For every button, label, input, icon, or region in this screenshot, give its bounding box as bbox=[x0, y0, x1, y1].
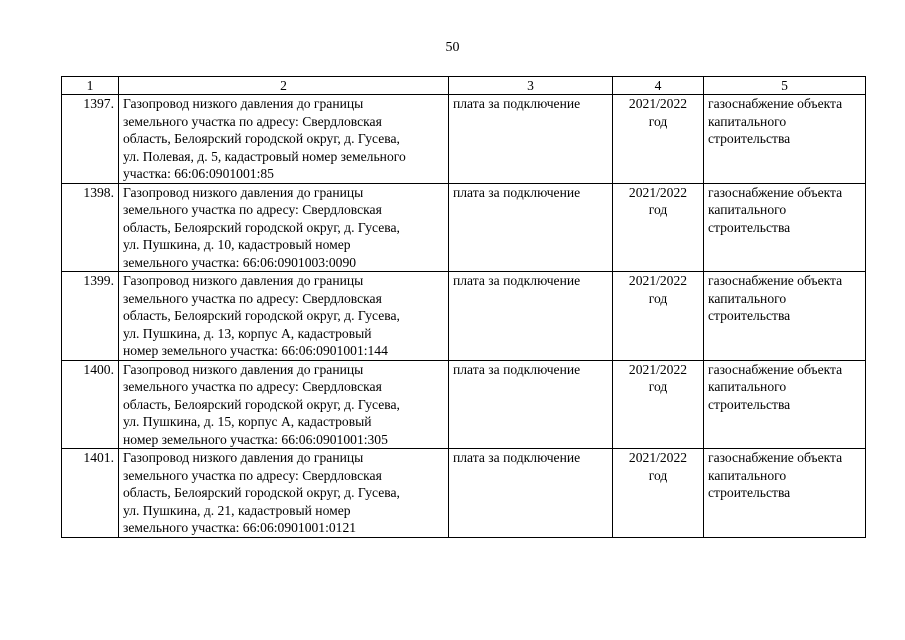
row-number-cell: 1397. bbox=[62, 95, 119, 184]
object-description-line: земельного участка: 66:06:0901003:0090 bbox=[123, 254, 357, 270]
purpose-cell bbox=[704, 272, 866, 361]
period-cell bbox=[613, 183, 704, 272]
table-row bbox=[62, 449, 866, 538]
column-header-3: 3 bbox=[449, 77, 613, 95]
object-description-line: земельного участка по адресу: Свердловская bbox=[123, 467, 382, 483]
funding-source-cell: плата за подключение bbox=[449, 95, 613, 184]
object-description-cell bbox=[119, 360, 449, 449]
purpose-line: капитального bbox=[708, 290, 787, 306]
period-line: год bbox=[648, 379, 668, 394]
row-number-cell: 1400. bbox=[62, 360, 119, 449]
object-description-line: Газопровод низкого давления до границы bbox=[123, 184, 364, 200]
purpose-line: капитального bbox=[708, 202, 787, 217]
column-header-4: 4 bbox=[613, 77, 704, 95]
table-row bbox=[62, 95, 866, 184]
object-description-line: область, Белоярский городской округ, д. Гусева, bbox=[123, 131, 400, 146]
object-description-line: Газопровод низкого давления до границы bbox=[123, 96, 364, 111]
purpose-line: капитального bbox=[708, 379, 787, 394]
table-row bbox=[62, 360, 866, 449]
object-description-line: номер земельного участка: 66:06:0901001:305 bbox=[123, 431, 388, 447]
page-number: 50 bbox=[445, 40, 460, 55]
purpose-line: строительства bbox=[708, 396, 791, 412]
object-description-line: область, Белоярский городской округ, д. Гусева, bbox=[123, 308, 400, 323]
funding-source-cell: плата за подключение bbox=[449, 183, 613, 272]
funding-source-cell: плата за подключение bbox=[449, 449, 613, 538]
object-description-line: земельного участка: 66:06:0901001:0121 bbox=[123, 520, 357, 535]
object-description-line: ул. Пушкина, д. 10, кадастровый номер bbox=[123, 237, 351, 252]
column-header-1: 1 bbox=[62, 77, 119, 95]
registry-table bbox=[61, 76, 866, 538]
purpose-line: газоснабжение объекта bbox=[708, 361, 843, 377]
table-row bbox=[62, 272, 866, 361]
object-description-line: область, Белоярский городской округ, д. Гусева, bbox=[123, 396, 400, 412]
object-description-line: земельного участка по адресу: Свердловская bbox=[123, 202, 382, 217]
period-line: 2021/2022 bbox=[628, 273, 688, 288]
period-cell bbox=[613, 95, 704, 184]
object-description-line: Газопровод низкого давления до границы bbox=[123, 450, 364, 465]
row-number-cell: 1398. bbox=[62, 183, 119, 272]
purpose-line: капитального bbox=[708, 467, 787, 483]
period-cell bbox=[613, 272, 704, 361]
purpose-line: строительства bbox=[708, 131, 791, 146]
table-row bbox=[62, 183, 866, 272]
object-description-line: ул. Пушкина, д. 21, кадастровый номер bbox=[123, 502, 351, 518]
object-description-cell bbox=[119, 449, 449, 538]
object-description-line: Газопровод низкого давления до границы bbox=[123, 361, 364, 377]
period-cell bbox=[613, 360, 704, 449]
funding-source-cell: плата за подключение bbox=[449, 272, 613, 361]
funding-source-cell: плата за подключение bbox=[449, 360, 613, 449]
table-body bbox=[62, 95, 866, 538]
purpose-line: строительства bbox=[708, 485, 791, 500]
object-description-line: ул. Пушкина, д. 13, корпус А, кадастровый bbox=[123, 325, 372, 341]
object-description-cell bbox=[119, 183, 449, 272]
period-line: 2021/2022 bbox=[628, 184, 688, 200]
period-line: 2021/2022 bbox=[628, 96, 688, 111]
purpose-line: газоснабжение объекта bbox=[708, 96, 843, 111]
period-line: 2021/2022 bbox=[628, 450, 688, 465]
object-description-line: номер земельного участка: 66:06:0901001:144 bbox=[123, 343, 388, 358]
object-description-line: земельного участка по адресу: Свердловская bbox=[123, 113, 382, 129]
object-description-line: область, Белоярский городской округ, д. Гусева, bbox=[123, 219, 400, 235]
header-row bbox=[62, 77, 866, 95]
purpose-cell bbox=[704, 449, 866, 538]
period-line: год bbox=[648, 113, 668, 129]
object-description-line: ул. Полевая, д. 5, кадастровый номер земельного bbox=[123, 148, 406, 164]
period-line: 2021/2022 bbox=[628, 361, 688, 377]
purpose-cell bbox=[704, 95, 866, 184]
purpose-line: газоснабжение объекта bbox=[708, 273, 843, 288]
purpose-line: строительства bbox=[708, 219, 791, 235]
object-description-line: участка: 66:06:0901001:85 bbox=[123, 166, 274, 181]
object-description-cell bbox=[119, 272, 449, 361]
row-number-cell: 1401. bbox=[62, 449, 119, 538]
purpose-line: газоснабжение объекта bbox=[708, 450, 843, 465]
column-header-2: 2 bbox=[119, 77, 449, 95]
period-cell bbox=[613, 449, 704, 538]
purpose-line: строительства bbox=[708, 308, 791, 323]
object-description-line: область, Белоярский городской округ, д. Гусева, bbox=[123, 485, 400, 500]
period-line: год bbox=[648, 290, 668, 306]
object-description-line: земельного участка по адресу: Свердловская bbox=[123, 379, 382, 394]
purpose-cell bbox=[704, 183, 866, 272]
object-description-cell bbox=[119, 95, 449, 184]
purpose-line: газоснабжение объекта bbox=[708, 184, 843, 200]
period-line: год bbox=[648, 202, 668, 217]
row-number-cell: 1399. bbox=[62, 272, 119, 361]
object-description-line: Газопровод низкого давления до границы bbox=[123, 273, 364, 288]
purpose-line: капитального bbox=[708, 113, 787, 129]
purpose-cell bbox=[704, 360, 866, 449]
object-description-line: земельного участка по адресу: Свердловская bbox=[123, 290, 382, 306]
period-line: год bbox=[648, 467, 668, 483]
column-header-5: 5 bbox=[704, 77, 866, 95]
object-description-line: ул. Пушкина, д. 15, корпус А, кадастровый bbox=[123, 414, 372, 429]
